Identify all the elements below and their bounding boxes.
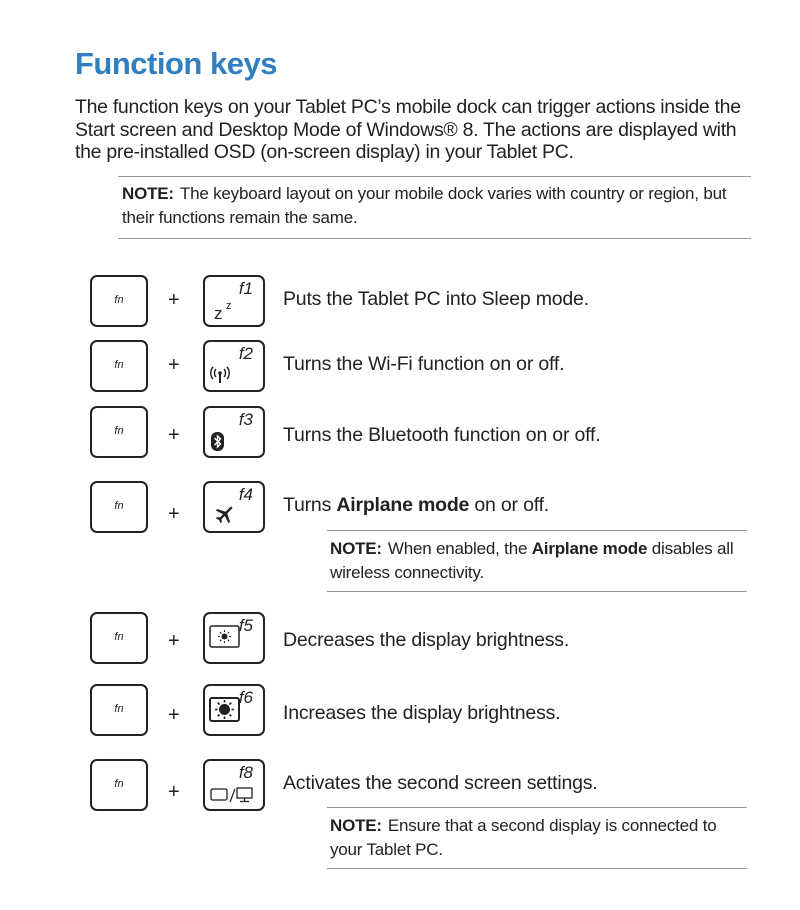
note-top-rule [118, 176, 751, 177]
note-bottom-rule [118, 238, 751, 239]
layout-note [122, 182, 747, 230]
screen-note-top-rule [327, 807, 747, 808]
f8-key-label: f8 [238, 763, 253, 782]
fn-key: fn [90, 340, 148, 392]
f5-key-label: f5 [238, 616, 253, 635]
plus-sign: + [168, 424, 180, 446]
plus-sign: + [168, 781, 180, 803]
sleep-icon [212, 297, 242, 323]
plus-sign: + [168, 630, 180, 652]
svg-text:z: z [226, 300, 232, 312]
second-screen-note: NOTE: Ensure that a second display is connected to your Tablet PC. [330, 816, 717, 859]
airplane-note-bottom-rule [327, 591, 747, 592]
f5-key [203, 612, 265, 664]
f3-key [203, 406, 265, 458]
f8-key [203, 759, 265, 811]
f3-description: Turns the Bluetooth function on or off. [283, 424, 601, 446]
airplane-icon [214, 503, 236, 525]
f1-key-label: f1 [238, 279, 253, 298]
plus-sign: + [168, 704, 180, 726]
bluetooth-icon [210, 432, 226, 452]
f2-key [203, 340, 265, 392]
f3-key-label: f3 [238, 410, 253, 429]
f6-description: Increases the display brightness. [283, 702, 561, 724]
f6-key-label: f6 [238, 688, 253, 707]
airplane-mode-bold: Airplane mode [336, 494, 470, 516]
f4-key [203, 481, 265, 533]
note-label: NOTE: [330, 816, 382, 835]
fn-key: fn [90, 481, 148, 533]
plus-sign: + [168, 289, 180, 311]
f1-description: Puts the Tablet PC into Sleep mode. [283, 288, 589, 310]
brightness-down-icon [209, 625, 241, 649]
note-label: NOTE: [330, 539, 382, 558]
fn-key: fn [90, 275, 148, 327]
f5-description: Decreases the display brightness. [283, 629, 570, 651]
f6-key [203, 684, 265, 736]
wifi-icon [209, 364, 231, 386]
fn-key: fn [90, 759, 148, 811]
svg-text:z: z [214, 304, 223, 323]
page-title: Function keys [75, 46, 277, 81]
f2-description: Turns the Wi-Fi function on or off. [283, 353, 565, 375]
intro-paragraph: The function keys on your Tablet PC’s mobile dock can trigger actions inside the Start screen and Desktop Mode of Windows® 8. The actions are displayed with the pre-installed OSD (on-screen display) in your Tablet PC. [75, 96, 741, 163]
f4-description: Turns Airplane mode on or off. [283, 494, 550, 516]
screen-note-bottom-rule [327, 868, 747, 869]
f1-key [203, 275, 265, 327]
note-label: NOTE: [122, 184, 174, 203]
f4-key-label: f4 [238, 485, 253, 504]
plus-sign: + [168, 354, 180, 376]
plus-sign: + [168, 503, 180, 525]
note-text: The keyboard layout on your mobile dock varies with country or region, but their functions remain the same. [122, 184, 727, 227]
second-screen-icon [210, 786, 258, 806]
fn-key: fn [90, 684, 148, 736]
airplane-note: NOTE: When enabled, the Airplane mode disables all wireless connectivity. [330, 539, 734, 582]
brightness-up-icon [209, 697, 241, 723]
f2-key-label: f2 [238, 344, 253, 363]
airplane-note-top-rule [327, 530, 747, 531]
fn-key: fn [90, 406, 148, 458]
f8-description: Activates the second screen settings. [283, 772, 598, 794]
fn-key: fn [90, 612, 148, 664]
